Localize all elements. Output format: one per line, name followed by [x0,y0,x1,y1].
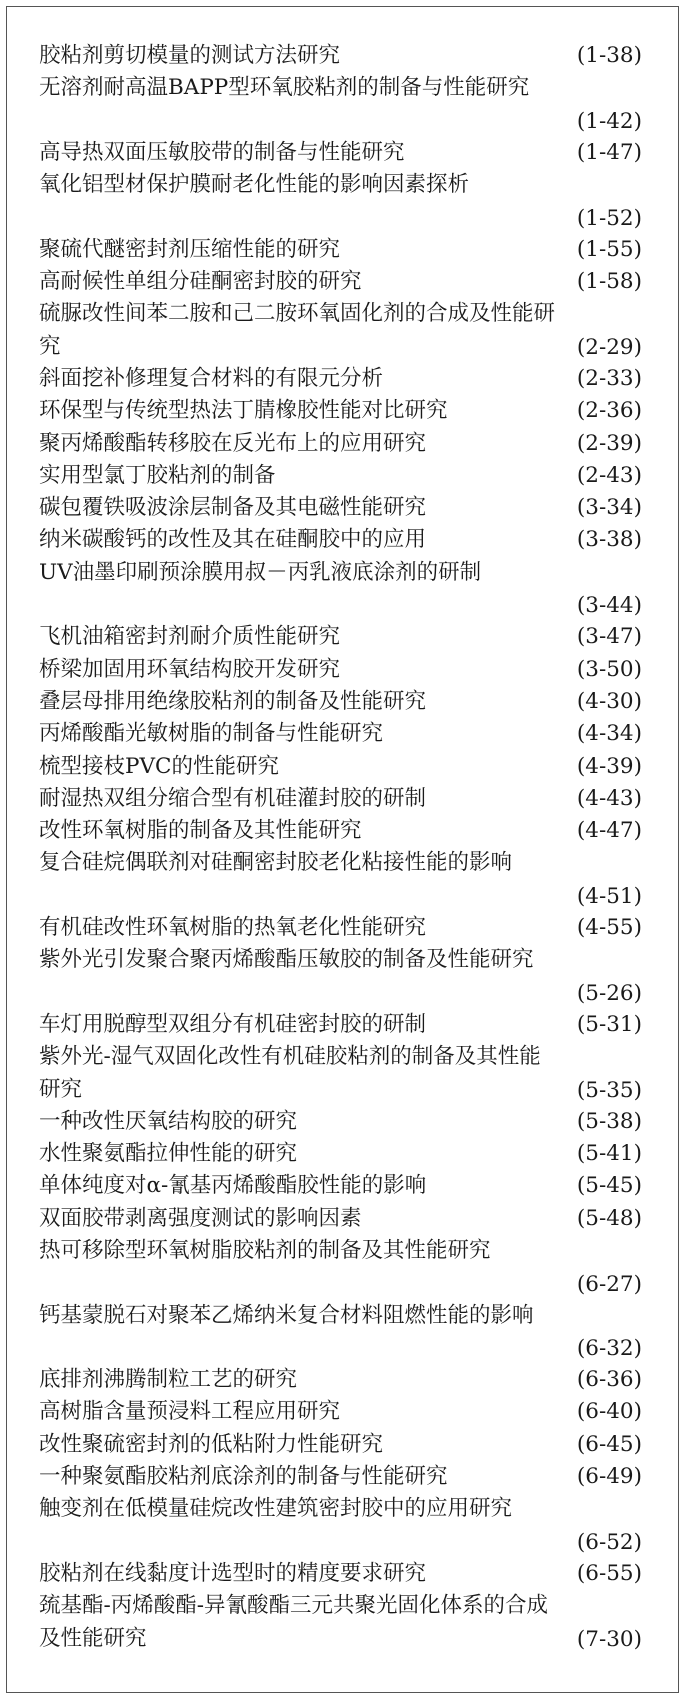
entry-title-line: 飞机油箱密封剂耐介质性能研究 [39,624,341,650]
toc-entry [7,1300,680,1365]
entry-title-line: 水性聚氨酯拉伸性能的研究 [39,1141,298,1167]
toc-entry [7,266,680,298]
toc-entry [7,234,680,266]
entry-title-line: 双面胶带剥离强度测试的影响因素 [39,1205,362,1231]
entry-page-ref: (6-32) [576,1336,642,1362]
entry-page-ref: (2-33) [576,365,642,391]
entry-page-ref: (6-52) [576,1529,642,1555]
entry-page-ref: (4-39) [576,753,642,779]
table-of-contents [7,40,680,1655]
toc-entry [7,847,680,912]
entry-title-line: 复合硅烷偶联剂对硅酮密封胶老化粘接性能的影响 [39,850,513,876]
entry-page-ref: (5-31) [576,1011,642,1037]
toc-entry [7,1106,680,1138]
toc-entry [7,363,680,395]
entry-title-line: 单体纯度对α-氰基丙烯酸酯胶性能的影响 [39,1173,427,1199]
entry-page-ref: (4-51) [576,884,642,910]
entry-page-ref: (4-43) [576,785,642,811]
entry-page-ref: (6-49) [576,1464,642,1490]
entry-page-ref: (2-36) [576,398,642,424]
entry-page-ref: (5-35) [576,1077,642,1103]
entry-page-ref: (2-29) [576,334,642,360]
toc-entry [7,40,680,72]
entry-page-ref: (1-47) [576,139,642,165]
toc-entry [7,1461,680,1493]
toc-entry [7,492,680,524]
entry-page-ref: (6-55) [576,1560,642,1586]
toc-entry [7,718,680,750]
entry-title-line: 实用型氯丁胶粘剂的制备 [39,462,276,488]
entry-page-ref: (3-47) [576,624,642,650]
toc-entry [7,1396,680,1428]
entry-title-line: 热可移除型环氧树脂胶粘剂的制备及其性能研究 [39,1237,491,1263]
entry-title-line: 胶粘剂剪切模量的测试方法研究 [39,43,341,68]
entry-title-line: 胶粘剂在线黏度计选型时的精度要求研究 [39,1560,427,1586]
toc-entry [7,1041,680,1106]
entry-title-line: 车灯用脱醇型双组分有机硅密封胶的研制 [39,1011,427,1037]
entry-page-ref: (2-43) [576,462,642,488]
entry-page-ref: (3-50) [576,656,642,682]
toc-entry [7,815,680,847]
entry-page-ref: (3-38) [576,527,642,553]
entry-title-line: 聚丙烯酸酯转移胶在反光布上的应用研究 [39,430,427,456]
entry-title-line: 有机硅改性环氧树脂的热氧老化性能研究 [39,915,427,941]
toc-entry [7,944,680,1009]
toc-entry [7,751,680,783]
toc-entry [7,395,680,427]
entry-title-line: 高树脂含量预浸料工程应用研究 [39,1399,341,1425]
toc-entry [7,654,680,686]
entry-title-line: 研究 [39,1076,83,1102]
toc-entry [7,1558,680,1590]
entry-page-ref: (1-55) [576,236,642,262]
entry-page-ref: (6-40) [576,1399,642,1425]
entry-page-ref: (5-41) [576,1141,642,1167]
entry-title-line: 耐湿热双组分缩合型有机硅灌封胶的研制 [39,785,427,811]
toc-entry [7,460,680,492]
toc-entry [7,137,680,169]
toc-entry [7,1235,680,1300]
toc-entry [7,1138,680,1170]
entry-title-line: 巯基酯-丙烯酸酯-异氰酸酯三元共聚光固化体系的合成 [39,1593,549,1619]
toc-entry [7,72,680,137]
entry-title-line: 及性能研究 [39,1625,147,1651]
entry-page-ref: (4-30) [576,688,642,714]
entry-title-line: 一种改性厌氧结构胶的研究 [39,1108,298,1134]
toc-entry [7,1590,680,1655]
entry-title-line: 究 [39,333,61,359]
entry-title-line: 硫脲改性间苯二胺和己二胺环氧固化剂的合成及性能研 [39,301,556,327]
entry-title-line: 丙烯酸酯光敏树脂的制备与性能研究 [39,721,384,747]
toc-entry [7,524,680,556]
entry-title-line: 高导热双面压敏胶带的制备与性能研究 [39,139,405,165]
toc-entry [7,1009,680,1041]
entry-page-ref: (2-39) [576,430,642,456]
entry-title-line: 钙基蒙脱石对聚苯乙烯纳米复合材料阻燃性能的影响 [39,1302,534,1328]
toc-entry [7,621,680,653]
toc-entry [7,1170,680,1202]
entry-title-line: 触变剂在低模量硅烷改性建筑密封胶中的应用研究 [39,1496,513,1522]
toc-entry [7,1364,680,1396]
toc-entry [7,1493,680,1558]
entry-page-ref: (1-42) [576,108,642,134]
entry-page-ref: (6-36) [576,1367,642,1393]
entry-page-ref: (4-34) [576,721,642,747]
entry-page-ref: (6-45) [576,1431,642,1457]
entry-title-line: 碳包覆铁吸波涂层制备及其电磁性能研究 [39,495,427,521]
entry-page-ref: (4-55) [576,915,642,941]
entry-title-line: 无溶剂耐高温BAPP型环氧胶粘剂的制备与性能研究 [39,75,530,101]
toc-entry [7,557,680,622]
toc-entry [7,686,680,718]
entry-title-line: UV油墨印刷预涂膜用叔－丙乳液底涂剂的研制 [39,559,482,585]
entry-page-ref: (1-38) [576,43,642,68]
entry-page-ref: (5-48) [576,1205,642,1231]
entry-page-ref: (6-27) [576,1271,642,1297]
toc-entry [7,298,680,363]
entry-title-line: 环保型与传统型热法丁腈橡胶性能对比研究 [39,398,448,424]
toc-entry [7,428,680,460]
toc-entry [7,912,680,944]
entry-title-line: 底排剂沸腾制粒工艺的研究 [39,1367,298,1393]
entry-title-line: 氧化铝型材保护膜耐老化性能的影响因素探析 [39,172,470,198]
entry-page-ref: (7-30) [576,1626,642,1652]
entry-page-ref: (5-45) [576,1173,642,1199]
entry-page-ref: (3-44) [576,593,642,619]
entry-title-line: 高耐候性单组分硅酮密封胶的研究 [39,269,362,295]
entry-title-line: 叠层母排用绝缘胶粘剂的制备及性能研究 [39,688,427,714]
entry-title-line: 改性聚硫密封剂的低粘附力性能研究 [39,1431,384,1457]
entry-title-line: 一种聚氨酯胶粘剂底涂剂的制备与性能研究 [39,1464,448,1490]
entry-title-line: 改性环氧树脂的制备及其性能研究 [39,818,362,844]
page-frame [6,6,679,1693]
entry-title-line: 纳米碳酸钙的改性及其在硅酮胶中的应用 [39,527,427,553]
entry-page-ref: (1-58) [576,269,642,295]
entry-title-line: 斜面挖补修理复合材料的有限元分析 [39,365,384,391]
entry-title-line: 紫外光引发聚合聚丙烯酸酯压敏胶的制备及性能研究 [39,947,534,973]
toc-entry [7,1429,680,1461]
entry-title-line: 梳型接枝PVC的性能研究 [39,753,279,779]
entry-title-line: 桥梁加固用环氧结构胶开发研究 [39,656,341,682]
entry-title-line: 聚硫代醚密封剂压缩性能的研究 [39,236,341,262]
entry-page-ref: (5-38) [576,1108,642,1134]
toc-entry [7,169,680,234]
entry-page-ref: (5-26) [576,980,642,1006]
toc-entry [7,783,680,815]
entry-page-ref: (3-34) [576,495,642,521]
entry-title-line: 紫外光-湿气双固化改性有机硅胶粘剂的制备及其性能 [39,1044,541,1070]
entry-page-ref: (4-47) [576,818,642,844]
toc-entry [7,1203,680,1235]
entry-page-ref: (1-52) [576,205,642,231]
